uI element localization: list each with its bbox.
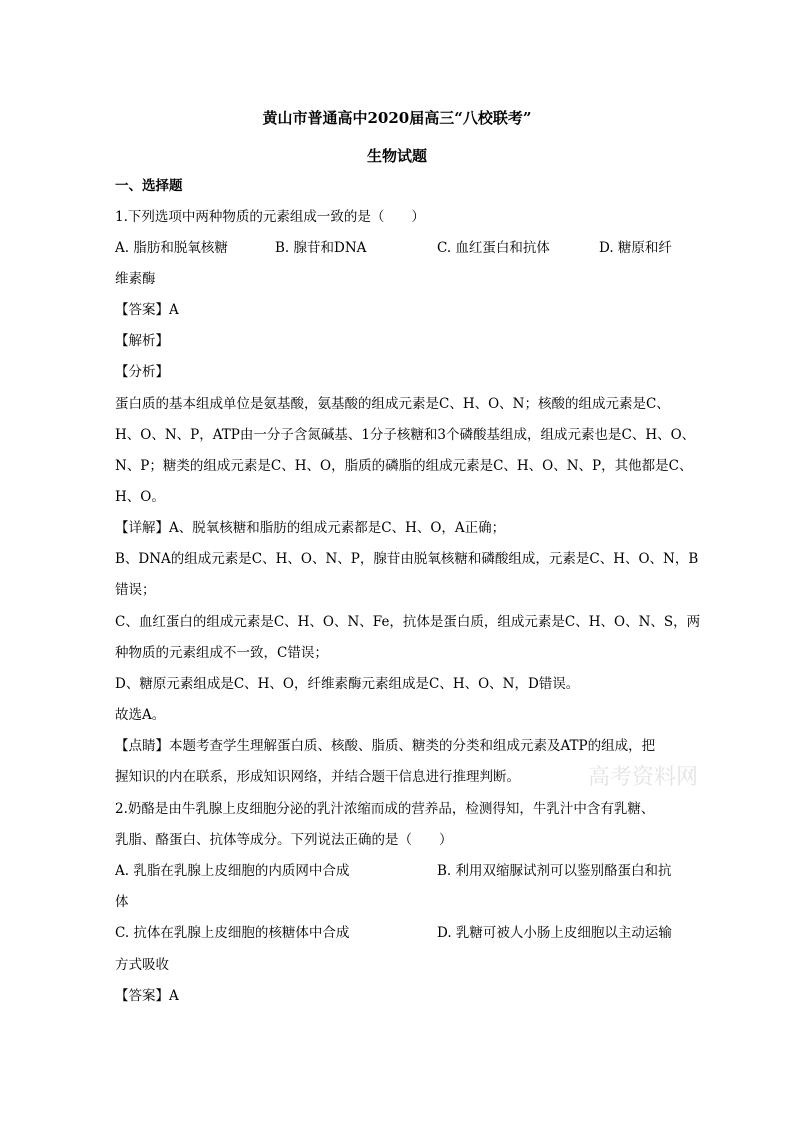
question-2-stem-line: 2.奶酪是由牛乳腺上皮细胞分泌的乳汁浓缩而成的营养品，检测得知，牛乳汁中含有乳糖、 [115, 801, 655, 817]
question-1-option-b: B. 腺苷和DNA [275, 240, 367, 256]
document-subtitle: 生物试题 [366, 147, 427, 165]
question-1-explanation-label: 【解析】 [115, 333, 169, 349]
question-1-point-label: 【点睛】 [115, 738, 169, 754]
question-1-detail-line-1 [115, 518, 685, 538]
question-1-detail-line: 种物质的元素组成不一致，C错误； [115, 645, 328, 661]
question-2-option-b: B. 利用双缩脲试剂可以鉴别酪蛋白和抗 [437, 863, 672, 879]
question-1-detail-line: 错误； [115, 582, 156, 598]
question-1-detail-line: 故选A。 [115, 707, 166, 723]
question-2-option-d: D. 乳糖可被人小肠上皮细胞以主动运输 [437, 925, 672, 941]
question-1-detail-text: A、脱氧核糖和脂肪的组成元素都是C、H、O，A正确； [169, 520, 506, 536]
question-1-analysis-line: H、O、N、P，ATP由一分子含氮碱基、1分子核糖和3个磷酸基组成，组成元素也是C、H、O、 [115, 427, 696, 443]
question-1-answer: 【答案】A [115, 302, 179, 318]
question-1-option-d: D. 糖原和纤 [599, 240, 672, 256]
watermark: 高考资料网 [588, 765, 699, 790]
document-title: 黄山市普通高中2020届高三“八校联考” [262, 109, 532, 127]
question-1-analysis-line: H、O。 [115, 489, 165, 505]
question-1-option-c: C. 血红蛋白和抗体 [437, 240, 550, 256]
question-1-point-line: 握知识的内在联系，形成知识网络，并结合题干信息进行推理判断。 [115, 769, 520, 785]
question-1-point-line-1 [115, 736, 685, 756]
question-1-detail-label: 【详解】 [115, 520, 169, 536]
question-2-option-c: C. 抗体在乳腺上皮细胞的核糖体中合成 [115, 925, 350, 941]
question-2-option-d-continued: 方式吸收 [115, 957, 169, 973]
question-1-detail-line: D、糖原元素组成是C、H、O，纤维素酶元素组成是C、H、O、N，D错误。 [115, 676, 580, 692]
question-1-analysis-line: 蛋白质的基本组成单位是氨基酸，氨基酸的组成元素是C、H、O、N；核酸的组成元素是C、 [115, 396, 670, 412]
question-2-option-b-continued: 体 [115, 894, 129, 910]
question-1-detail-line: B、DNA的组成元素是C、H、O、N、P，腺苷由脱氧核糖和磷酸组成，元素是C、H、O、N，B [115, 551, 699, 567]
question-2-answer: 【答案】A [115, 988, 179, 1004]
question-1-option-a: A. 脂肪和脱氧核糖 [115, 240, 228, 256]
question-1-option-d-continued: 维素酶 [115, 271, 156, 287]
question-1-analysis-line: N、P；糖类的组成元素是C、H、O，脂质的磷脂的组成元素是C、H、O、N、P，其他都是C、 [115, 458, 693, 474]
section-heading: 一、选择题 [115, 178, 183, 194]
question-2-stem-line: 乳脂、酪蛋白、抗体等成分。下列说法正确的是（ ） [115, 832, 453, 848]
question-1-analysis-label: 【分析】 [115, 364, 169, 380]
question-1-detail-line: C、血红蛋白的组成元素是C、H、O、N、Fe，抗体是蛋白质，组成元素是C、H、O、N、S，两 [115, 614, 701, 630]
question-2-option-a: A. 乳脂在乳腺上皮细胞的内质网中合成 [115, 863, 350, 879]
question-1-point-text: 本题考查学生理解蛋白质、核酸、脂质、糖类的分类和组成元素及ATP的组成，把 [169, 738, 656, 754]
question-1-stem: 1.下列选项中两种物质的元素组成一致的是（ ） [115, 209, 425, 225]
